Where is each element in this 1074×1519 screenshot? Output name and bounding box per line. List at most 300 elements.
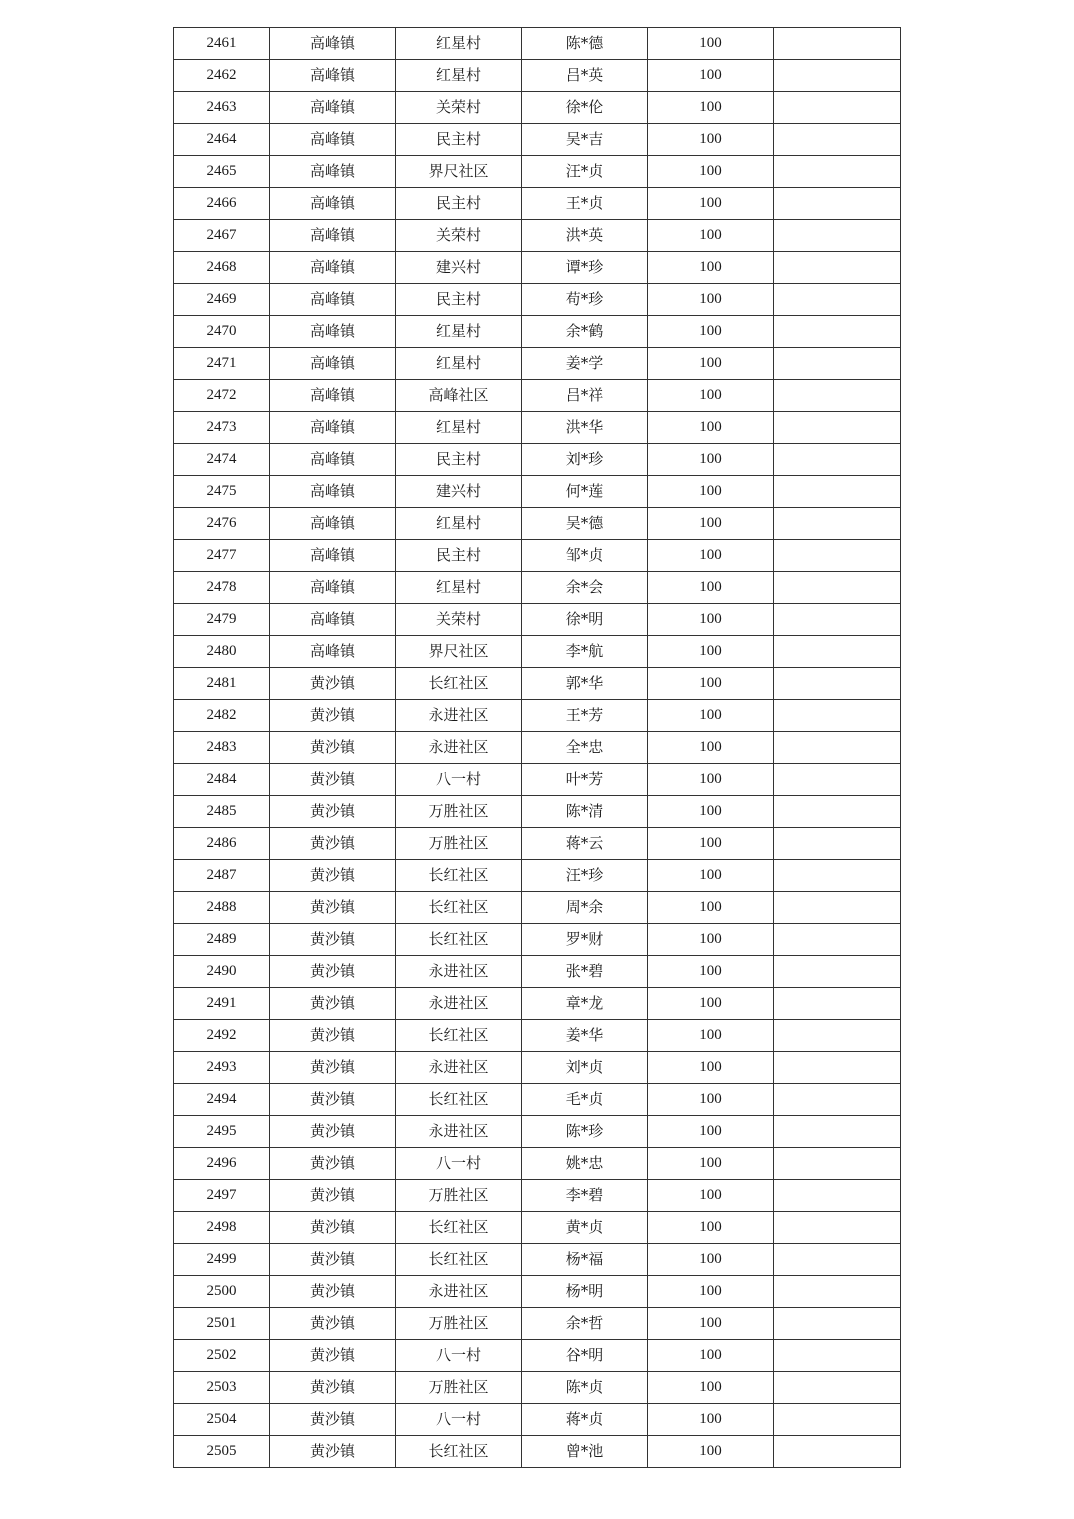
name-cell: 黄*贞 bbox=[522, 1212, 648, 1244]
remark-cell bbox=[774, 60, 901, 92]
village-cell: 红星村 bbox=[396, 348, 522, 380]
table-body bbox=[174, 28, 901, 1468]
serial-number-cell: 2504 bbox=[174, 1404, 270, 1436]
serial-number-cell: 2499 bbox=[174, 1244, 270, 1276]
name-cell: 洪*英 bbox=[522, 220, 648, 252]
village-cell: 万胜社区 bbox=[396, 1180, 522, 1212]
town-cell: 高峰镇 bbox=[270, 28, 396, 60]
serial-number-cell: 2496 bbox=[174, 1148, 270, 1180]
name-cell: 姚*忠 bbox=[522, 1148, 648, 1180]
serial-number-cell: 2489 bbox=[174, 924, 270, 956]
serial-number-cell: 2497 bbox=[174, 1180, 270, 1212]
amount-cell: 100 bbox=[648, 1404, 774, 1436]
town-cell: 黄沙镇 bbox=[270, 988, 396, 1020]
town-cell: 黄沙镇 bbox=[270, 892, 396, 924]
name-cell: 姜*华 bbox=[522, 1020, 648, 1052]
amount-cell: 100 bbox=[648, 476, 774, 508]
remark-cell bbox=[774, 540, 901, 572]
name-cell: 徐*伦 bbox=[522, 92, 648, 124]
serial-number-cell: 2470 bbox=[174, 316, 270, 348]
serial-number-cell: 2482 bbox=[174, 700, 270, 732]
remark-cell bbox=[774, 124, 901, 156]
town-cell: 高峰镇 bbox=[270, 220, 396, 252]
town-cell: 高峰镇 bbox=[270, 444, 396, 476]
serial-number-cell: 2494 bbox=[174, 1084, 270, 1116]
serial-number-cell: 2495 bbox=[174, 1116, 270, 1148]
name-cell: 蒋*贞 bbox=[522, 1404, 648, 1436]
name-cell: 张*碧 bbox=[522, 956, 648, 988]
remark-cell bbox=[774, 28, 901, 60]
name-cell: 刘*珍 bbox=[522, 444, 648, 476]
remark-cell bbox=[774, 508, 901, 540]
amount-cell: 100 bbox=[648, 412, 774, 444]
remark-cell bbox=[774, 988, 901, 1020]
remark-cell bbox=[774, 1308, 901, 1340]
town-cell: 黄沙镇 bbox=[270, 1212, 396, 1244]
table-row bbox=[174, 1436, 901, 1468]
serial-number-cell: 2485 bbox=[174, 796, 270, 828]
table-row bbox=[174, 444, 901, 476]
remark-cell bbox=[774, 1436, 901, 1468]
name-cell: 李*航 bbox=[522, 636, 648, 668]
remark-cell bbox=[774, 220, 901, 252]
amount-cell: 100 bbox=[648, 1436, 774, 1468]
town-cell: 黄沙镇 bbox=[270, 1436, 396, 1468]
village-cell: 八一村 bbox=[396, 764, 522, 796]
table-row bbox=[174, 540, 901, 572]
serial-number-cell: 2490 bbox=[174, 956, 270, 988]
name-cell: 谭*珍 bbox=[522, 252, 648, 284]
table-row bbox=[174, 476, 901, 508]
serial-number-cell: 2493 bbox=[174, 1052, 270, 1084]
name-cell: 余*鹤 bbox=[522, 316, 648, 348]
name-cell: 叶*芳 bbox=[522, 764, 648, 796]
town-cell: 黄沙镇 bbox=[270, 924, 396, 956]
name-cell: 姜*学 bbox=[522, 348, 648, 380]
table-row bbox=[174, 956, 901, 988]
village-cell: 红星村 bbox=[396, 60, 522, 92]
village-cell: 界尺社区 bbox=[396, 156, 522, 188]
name-cell: 余*哲 bbox=[522, 1308, 648, 1340]
remark-cell bbox=[774, 316, 901, 348]
remark-cell bbox=[774, 1180, 901, 1212]
table-row bbox=[174, 60, 901, 92]
town-cell: 黄沙镇 bbox=[270, 668, 396, 700]
remark-cell bbox=[774, 924, 901, 956]
village-cell: 民主村 bbox=[396, 284, 522, 316]
town-cell: 黄沙镇 bbox=[270, 828, 396, 860]
amount-cell: 100 bbox=[648, 572, 774, 604]
name-cell: 郭*华 bbox=[522, 668, 648, 700]
table-row bbox=[174, 1052, 901, 1084]
town-cell: 黄沙镇 bbox=[270, 860, 396, 892]
village-cell: 红星村 bbox=[396, 412, 522, 444]
village-cell: 建兴村 bbox=[396, 252, 522, 284]
town-cell: 黄沙镇 bbox=[270, 700, 396, 732]
table-row bbox=[174, 316, 901, 348]
name-cell: 吴*德 bbox=[522, 508, 648, 540]
table-row bbox=[174, 1308, 901, 1340]
town-cell: 黄沙镇 bbox=[270, 796, 396, 828]
village-cell: 红星村 bbox=[396, 572, 522, 604]
town-cell: 黄沙镇 bbox=[270, 732, 396, 764]
remark-cell bbox=[774, 412, 901, 444]
village-cell: 红星村 bbox=[396, 508, 522, 540]
town-cell: 黄沙镇 bbox=[270, 1244, 396, 1276]
table-row bbox=[174, 284, 901, 316]
table-row bbox=[174, 1148, 901, 1180]
village-cell: 长红社区 bbox=[396, 1436, 522, 1468]
town-cell: 高峰镇 bbox=[270, 188, 396, 220]
table-row bbox=[174, 796, 901, 828]
serial-number-cell: 2483 bbox=[174, 732, 270, 764]
village-cell: 万胜社区 bbox=[396, 796, 522, 828]
amount-cell: 100 bbox=[648, 156, 774, 188]
village-cell: 八一村 bbox=[396, 1148, 522, 1180]
amount-cell: 100 bbox=[648, 284, 774, 316]
remark-cell bbox=[774, 1212, 901, 1244]
serial-number-cell: 2463 bbox=[174, 92, 270, 124]
name-cell: 吕*祥 bbox=[522, 380, 648, 412]
town-cell: 高峰镇 bbox=[270, 92, 396, 124]
town-cell: 高峰镇 bbox=[270, 380, 396, 412]
name-cell: 何*莲 bbox=[522, 476, 648, 508]
town-cell: 高峰镇 bbox=[270, 60, 396, 92]
village-cell: 长红社区 bbox=[396, 892, 522, 924]
table-row bbox=[174, 988, 901, 1020]
name-cell: 杨*福 bbox=[522, 1244, 648, 1276]
serial-number-cell: 2468 bbox=[174, 252, 270, 284]
town-cell: 黄沙镇 bbox=[270, 1340, 396, 1372]
village-cell: 关荣村 bbox=[396, 220, 522, 252]
name-cell: 周*余 bbox=[522, 892, 648, 924]
serial-number-cell: 2491 bbox=[174, 988, 270, 1020]
town-cell: 高峰镇 bbox=[270, 540, 396, 572]
name-cell: 曾*池 bbox=[522, 1436, 648, 1468]
name-cell: 罗*财 bbox=[522, 924, 648, 956]
amount-cell: 100 bbox=[648, 1276, 774, 1308]
village-cell: 关荣村 bbox=[396, 92, 522, 124]
serial-number-cell: 2474 bbox=[174, 444, 270, 476]
table-row bbox=[174, 188, 901, 220]
village-cell: 长红社区 bbox=[396, 668, 522, 700]
serial-number-cell: 2462 bbox=[174, 60, 270, 92]
table-row bbox=[174, 1372, 901, 1404]
table-row bbox=[174, 700, 901, 732]
serial-number-cell: 2465 bbox=[174, 156, 270, 188]
amount-cell: 100 bbox=[648, 316, 774, 348]
town-cell: 高峰镇 bbox=[270, 348, 396, 380]
table-row bbox=[174, 1212, 901, 1244]
serial-number-cell: 2472 bbox=[174, 380, 270, 412]
village-cell: 民主村 bbox=[396, 540, 522, 572]
table-row bbox=[174, 412, 901, 444]
remark-cell bbox=[774, 284, 901, 316]
town-cell: 黄沙镇 bbox=[270, 1308, 396, 1340]
table-row bbox=[174, 604, 901, 636]
remark-cell bbox=[774, 476, 901, 508]
amount-cell: 100 bbox=[648, 188, 774, 220]
amount-cell: 100 bbox=[648, 1020, 774, 1052]
remark-cell bbox=[774, 1340, 901, 1372]
town-cell: 高峰镇 bbox=[270, 604, 396, 636]
table-row bbox=[174, 1084, 901, 1116]
village-cell: 八一村 bbox=[396, 1340, 522, 1372]
table-row bbox=[174, 348, 901, 380]
name-cell: 全*忠 bbox=[522, 732, 648, 764]
remark-cell bbox=[774, 156, 901, 188]
serial-number-cell: 2464 bbox=[174, 124, 270, 156]
remark-cell bbox=[774, 380, 901, 412]
amount-cell: 100 bbox=[648, 380, 774, 412]
remark-cell bbox=[774, 860, 901, 892]
town-cell: 高峰镇 bbox=[270, 572, 396, 604]
table-row bbox=[174, 1276, 901, 1308]
name-cell: 陈*珍 bbox=[522, 1116, 648, 1148]
village-cell: 万胜社区 bbox=[396, 1372, 522, 1404]
table-row bbox=[174, 1020, 901, 1052]
serial-number-cell: 2480 bbox=[174, 636, 270, 668]
table-row bbox=[174, 732, 901, 764]
remark-cell bbox=[774, 764, 901, 796]
village-cell: 建兴村 bbox=[396, 476, 522, 508]
name-cell: 汪*贞 bbox=[522, 156, 648, 188]
town-cell: 高峰镇 bbox=[270, 316, 396, 348]
remark-cell bbox=[774, 572, 901, 604]
table-row bbox=[174, 764, 901, 796]
amount-cell: 100 bbox=[648, 1308, 774, 1340]
village-cell: 长红社区 bbox=[396, 1212, 522, 1244]
table-row bbox=[174, 28, 901, 60]
table-row bbox=[174, 1340, 901, 1372]
remark-cell bbox=[774, 636, 901, 668]
table-row bbox=[174, 828, 901, 860]
table-row bbox=[174, 668, 901, 700]
name-cell: 杨*明 bbox=[522, 1276, 648, 1308]
village-cell: 长红社区 bbox=[396, 860, 522, 892]
serial-number-cell: 2486 bbox=[174, 828, 270, 860]
village-cell: 高峰社区 bbox=[396, 380, 522, 412]
town-cell: 黄沙镇 bbox=[270, 764, 396, 796]
town-cell: 黄沙镇 bbox=[270, 1020, 396, 1052]
amount-cell: 100 bbox=[648, 508, 774, 540]
serial-number-cell: 2492 bbox=[174, 1020, 270, 1052]
serial-number-cell: 2471 bbox=[174, 348, 270, 380]
village-cell: 永进社区 bbox=[396, 956, 522, 988]
remark-cell bbox=[774, 828, 901, 860]
serial-number-cell: 2469 bbox=[174, 284, 270, 316]
table-row bbox=[174, 1404, 901, 1436]
amount-cell: 100 bbox=[648, 92, 774, 124]
town-cell: 黄沙镇 bbox=[270, 1116, 396, 1148]
table-row bbox=[174, 380, 901, 412]
table-row bbox=[174, 924, 901, 956]
serial-number-cell: 2500 bbox=[174, 1276, 270, 1308]
village-cell: 万胜社区 bbox=[396, 1308, 522, 1340]
remark-cell bbox=[774, 348, 901, 380]
remark-cell bbox=[774, 668, 901, 700]
remark-cell bbox=[774, 1404, 901, 1436]
amount-cell: 100 bbox=[648, 796, 774, 828]
town-cell: 黄沙镇 bbox=[270, 1372, 396, 1404]
serial-number-cell: 2501 bbox=[174, 1308, 270, 1340]
amount-cell: 100 bbox=[648, 1180, 774, 1212]
town-cell: 黄沙镇 bbox=[270, 1276, 396, 1308]
serial-number-cell: 2461 bbox=[174, 28, 270, 60]
amount-cell: 100 bbox=[648, 700, 774, 732]
amount-cell: 100 bbox=[648, 636, 774, 668]
name-cell: 毛*贞 bbox=[522, 1084, 648, 1116]
name-cell: 洪*华 bbox=[522, 412, 648, 444]
name-cell: 吴*吉 bbox=[522, 124, 648, 156]
name-cell: 王*芳 bbox=[522, 700, 648, 732]
serial-number-cell: 2473 bbox=[174, 412, 270, 444]
name-cell: 邹*贞 bbox=[522, 540, 648, 572]
remark-cell bbox=[774, 444, 901, 476]
amount-cell: 100 bbox=[648, 860, 774, 892]
name-cell: 陈*贞 bbox=[522, 1372, 648, 1404]
name-cell: 李*碧 bbox=[522, 1180, 648, 1212]
serial-number-cell: 2467 bbox=[174, 220, 270, 252]
town-cell: 高峰镇 bbox=[270, 412, 396, 444]
village-cell: 民主村 bbox=[396, 124, 522, 156]
amount-cell: 100 bbox=[648, 220, 774, 252]
table-row bbox=[174, 1116, 901, 1148]
table-row bbox=[174, 156, 901, 188]
serial-number-cell: 2488 bbox=[174, 892, 270, 924]
amount-cell: 100 bbox=[648, 60, 774, 92]
remark-cell bbox=[774, 1244, 901, 1276]
name-cell: 章*龙 bbox=[522, 988, 648, 1020]
serial-number-cell: 2475 bbox=[174, 476, 270, 508]
amount-cell: 100 bbox=[648, 1148, 774, 1180]
table-row bbox=[174, 892, 901, 924]
remark-cell bbox=[774, 796, 901, 828]
town-cell: 黄沙镇 bbox=[270, 1084, 396, 1116]
amount-cell: 100 bbox=[648, 892, 774, 924]
amount-cell: 100 bbox=[648, 1116, 774, 1148]
amount-cell: 100 bbox=[648, 828, 774, 860]
amount-cell: 100 bbox=[648, 764, 774, 796]
village-cell: 永进社区 bbox=[396, 1052, 522, 1084]
serial-number-cell: 2484 bbox=[174, 764, 270, 796]
name-cell: 蒋*云 bbox=[522, 828, 648, 860]
village-cell: 永进社区 bbox=[396, 1276, 522, 1308]
amount-cell: 100 bbox=[648, 28, 774, 60]
remark-cell bbox=[774, 1020, 901, 1052]
village-cell: 永进社区 bbox=[396, 732, 522, 764]
amount-cell: 100 bbox=[648, 540, 774, 572]
village-cell: 关荣村 bbox=[396, 604, 522, 636]
serial-number-cell: 2503 bbox=[174, 1372, 270, 1404]
amount-cell: 100 bbox=[648, 348, 774, 380]
town-cell: 黄沙镇 bbox=[270, 1148, 396, 1180]
remark-cell bbox=[774, 700, 901, 732]
amount-cell: 100 bbox=[648, 444, 774, 476]
remark-cell bbox=[774, 1116, 901, 1148]
name-cell: 王*贞 bbox=[522, 188, 648, 220]
serial-number-cell: 2477 bbox=[174, 540, 270, 572]
table-row bbox=[174, 252, 901, 284]
town-cell: 黄沙镇 bbox=[270, 1404, 396, 1436]
village-cell: 万胜社区 bbox=[396, 828, 522, 860]
amount-cell: 100 bbox=[648, 1052, 774, 1084]
town-cell: 高峰镇 bbox=[270, 284, 396, 316]
village-cell: 永进社区 bbox=[396, 988, 522, 1020]
town-cell: 黄沙镇 bbox=[270, 956, 396, 988]
remark-cell bbox=[774, 892, 901, 924]
amount-cell: 100 bbox=[648, 604, 774, 636]
village-cell: 民主村 bbox=[396, 188, 522, 220]
amount-cell: 100 bbox=[648, 956, 774, 988]
serial-number-cell: 2479 bbox=[174, 604, 270, 636]
remark-cell bbox=[774, 732, 901, 764]
name-cell: 陈*德 bbox=[522, 28, 648, 60]
town-cell: 黄沙镇 bbox=[270, 1052, 396, 1084]
serial-number-cell: 2466 bbox=[174, 188, 270, 220]
village-cell: 红星村 bbox=[396, 316, 522, 348]
name-cell: 陈*清 bbox=[522, 796, 648, 828]
name-cell: 余*会 bbox=[522, 572, 648, 604]
remark-cell bbox=[774, 1084, 901, 1116]
town-cell: 高峰镇 bbox=[270, 476, 396, 508]
table-row bbox=[174, 1244, 901, 1276]
amount-cell: 100 bbox=[648, 1372, 774, 1404]
name-cell: 刘*贞 bbox=[522, 1052, 648, 1084]
village-cell: 长红社区 bbox=[396, 924, 522, 956]
town-cell: 高峰镇 bbox=[270, 156, 396, 188]
amount-cell: 100 bbox=[648, 668, 774, 700]
village-cell: 红星村 bbox=[396, 28, 522, 60]
serial-number-cell: 2505 bbox=[174, 1436, 270, 1468]
remark-cell bbox=[774, 92, 901, 124]
remark-cell bbox=[774, 1148, 901, 1180]
town-cell: 黄沙镇 bbox=[270, 1180, 396, 1212]
name-cell: 徐*明 bbox=[522, 604, 648, 636]
village-cell: 永进社区 bbox=[396, 1116, 522, 1148]
serial-number-cell: 2487 bbox=[174, 860, 270, 892]
amount-cell: 100 bbox=[648, 732, 774, 764]
remark-cell bbox=[774, 1276, 901, 1308]
name-cell: 汪*珍 bbox=[522, 860, 648, 892]
table-row bbox=[174, 636, 901, 668]
town-cell: 高峰镇 bbox=[270, 636, 396, 668]
serial-number-cell: 2498 bbox=[174, 1212, 270, 1244]
remark-cell bbox=[774, 1372, 901, 1404]
village-cell: 八一村 bbox=[396, 1404, 522, 1436]
amount-cell: 100 bbox=[648, 1084, 774, 1116]
table-row bbox=[174, 124, 901, 156]
amount-cell: 100 bbox=[648, 124, 774, 156]
serial-number-cell: 2476 bbox=[174, 508, 270, 540]
table-row bbox=[174, 1180, 901, 1212]
table-row bbox=[174, 508, 901, 540]
remark-cell bbox=[774, 956, 901, 988]
amount-cell: 100 bbox=[648, 252, 774, 284]
amount-cell: 100 bbox=[648, 1340, 774, 1372]
amount-cell: 100 bbox=[648, 1212, 774, 1244]
subsidy-list-table bbox=[173, 27, 901, 1468]
table-row bbox=[174, 572, 901, 604]
town-cell: 高峰镇 bbox=[270, 508, 396, 540]
village-cell: 长红社区 bbox=[396, 1020, 522, 1052]
amount-cell: 100 bbox=[648, 924, 774, 956]
serial-number-cell: 2502 bbox=[174, 1340, 270, 1372]
amount-cell: 100 bbox=[648, 1244, 774, 1276]
serial-number-cell: 2481 bbox=[174, 668, 270, 700]
town-cell: 高峰镇 bbox=[270, 124, 396, 156]
town-cell: 高峰镇 bbox=[270, 252, 396, 284]
